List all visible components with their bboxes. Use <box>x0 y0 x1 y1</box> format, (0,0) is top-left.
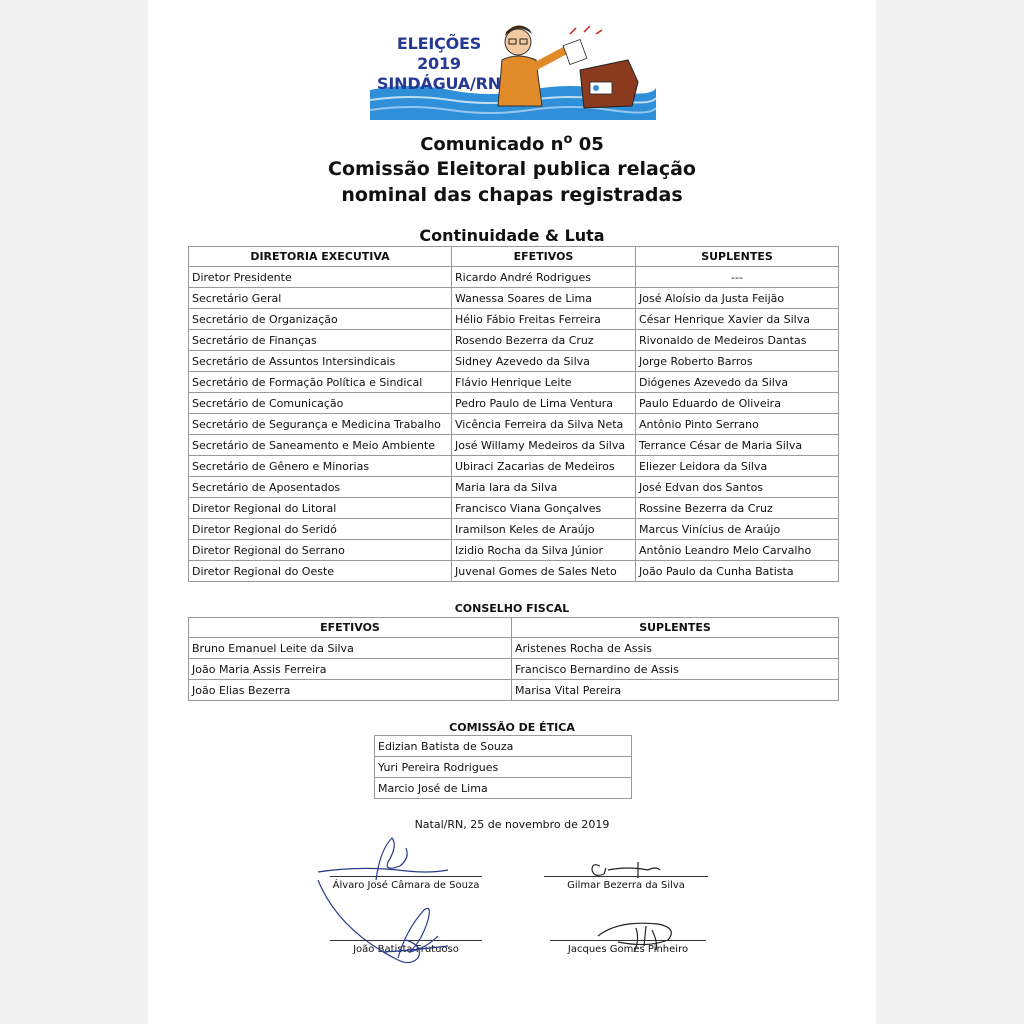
etica-title: COMISSÃO DE ÉTICA <box>449 721 575 734</box>
table-row <box>189 393 839 414</box>
table-cell: Secretário de Segurança e Medicina Trabalho <box>189 414 452 435</box>
table-row <box>189 638 839 659</box>
table-cell: Eliezer Leidora da Silva <box>636 456 839 477</box>
table-cell: Ubiraci Zacarias de Medeiros <box>452 456 636 477</box>
banner-title <box>376 34 502 94</box>
communique-prefix: Comunicado n <box>420 134 564 155</box>
table-cell: Secretário de Gênero e Minorias <box>189 456 452 477</box>
table-cell: Antônio Pinto Serrano <box>636 414 839 435</box>
signature-line <box>330 876 482 877</box>
communique-heading <box>148 128 876 157</box>
table-row <box>189 309 839 330</box>
table-header-row <box>189 247 839 267</box>
table-cell: Flávio Henrique Leite <box>452 372 636 393</box>
table-cell: Vicência Ferreira da Silva Neta <box>452 414 636 435</box>
table-row <box>189 519 839 540</box>
table-cell: Diretor Regional do Serrano <box>189 540 452 561</box>
table-cell: Marisa Vital Pereira <box>512 680 839 701</box>
column-header: DIRETORIA EXECUTIVA <box>189 247 452 267</box>
table-cell: Jorge Roberto Barros <box>636 351 839 372</box>
table-cell: Iramilson Keles de Araújo <box>452 519 636 540</box>
banner-title-line2: SINDÁGUA/RN <box>377 74 501 93</box>
slate-name: Continuidade & Luta <box>419 226 605 245</box>
table-cell: --- <box>636 267 839 288</box>
table-cell: Antônio Leandro Melo Carvalho <box>636 540 839 561</box>
table-cell: Bruno Emanuel Leite da Silva <box>189 638 512 659</box>
table-cell: Diretor Regional do Oeste <box>189 561 452 582</box>
conselho-table <box>188 617 839 701</box>
table-cell: João Paulo da Cunha Batista <box>636 561 839 582</box>
table-cell: Francisco Viana Gonçalves <box>452 498 636 519</box>
signature-line <box>330 940 482 941</box>
table-cell: Izidio Rocha da Silva Júnior <box>452 540 636 561</box>
table-cell: Marcus Vinícius de Araújo <box>636 519 839 540</box>
table-cell: José Aloísio da Justa Feijão <box>636 288 839 309</box>
table-cell: Secretário de Formação Política e Sindical <box>189 372 452 393</box>
column-header: SUPLENTES <box>636 247 839 267</box>
table-cell: César Henrique Xavier da Silva <box>636 309 839 330</box>
table-row <box>189 372 839 393</box>
table-cell: Pedro Paulo de Lima Ventura <box>452 393 636 414</box>
table-cell: Secretário Geral <box>189 288 452 309</box>
table-row <box>189 267 839 288</box>
table-row <box>189 680 839 701</box>
table-cell: Rosendo Bezerra da Cruz <box>452 330 636 351</box>
table-row <box>189 330 839 351</box>
table-row <box>189 477 839 498</box>
table-cell: Rivonaldo de Medeiros Dantas <box>636 330 839 351</box>
election-banner <box>370 20 656 120</box>
document-page <box>148 0 876 1024</box>
table-cell: João Maria Assis Ferreira <box>189 659 512 680</box>
etica-table <box>374 735 632 799</box>
table-header-row <box>189 618 839 638</box>
table-cell: José Willamy Medeiros da Silva <box>452 435 636 456</box>
table-row <box>189 351 839 372</box>
banner-title-line1: ELEIÇÕES 2019 <box>396 34 482 73</box>
table-cell: Ricardo André Rodrigues <box>452 267 636 288</box>
table-cell: Diógenes Azevedo da Silva <box>636 372 839 393</box>
table-row <box>375 757 632 778</box>
table-cell: Secretário de Saneamento e Meio Ambiente <box>189 435 452 456</box>
table-cell: Edizian Batista de Souza <box>375 736 632 757</box>
table-cell: Secretário de Aposentados <box>189 477 452 498</box>
table-cell: Francisco Bernardino de Assis <box>512 659 839 680</box>
table-cell: Secretário de Organização <box>189 309 452 330</box>
signature-line <box>550 940 706 941</box>
table-cell: Secretário de Comunicação <box>189 393 452 414</box>
table-cell: Diretor Presidente <box>189 267 452 288</box>
communique-ordinal: o <box>563 132 573 147</box>
date-line: Natal/RN, 25 de novembro de 2019 <box>414 818 610 831</box>
table-cell: Sidney Azevedo da Silva <box>452 351 636 372</box>
table-cell: Yuri Pereira Rodrigues <box>375 757 632 778</box>
table-row <box>189 540 839 561</box>
table-row <box>189 498 839 519</box>
table-cell: Wanessa Soares de Lima <box>452 288 636 309</box>
table-cell: Juvenal Gomes de Sales Neto <box>452 561 636 582</box>
signature-name: Gilmar Bezerra da Silva <box>567 880 685 891</box>
signature-name: Jacques Gomes Pinheiro <box>567 944 689 955</box>
conselho-title: CONSELHO FISCAL <box>454 602 570 615</box>
column-header: SUPLENTES <box>512 618 839 638</box>
table-cell: Diretor Regional do Litoral <box>189 498 452 519</box>
page-title-line2: nominal das chapas registradas <box>341 184 683 206</box>
signature-name: João Batista Frutuoso <box>353 944 459 955</box>
table-row <box>189 659 839 680</box>
table-cell: Marcio José de Lima <box>375 778 632 799</box>
table-cell: Maria Iara da Silva <box>452 477 636 498</box>
table-row <box>375 736 632 757</box>
table-cell: Aristenes Rocha de Assis <box>512 638 839 659</box>
table-row <box>189 561 839 582</box>
diretoria-table <box>188 246 839 582</box>
table-row <box>189 288 839 309</box>
column-header: EFETIVOS <box>189 618 512 638</box>
column-header: EFETIVOS <box>452 247 636 267</box>
table-cell: Secretário de Finanças <box>189 330 452 351</box>
table-cell: Hélio Fábio Freitas Ferreira <box>452 309 636 330</box>
table-row <box>189 456 839 477</box>
table-row <box>189 435 839 456</box>
signature-name: Álvaro José Câmara de Souza <box>332 880 480 891</box>
table-cell: Diretor Regional do Seridó <box>189 519 452 540</box>
signature-line <box>544 876 708 877</box>
table-row <box>189 414 839 435</box>
table-cell: Secretário de Assuntos Intersindicais <box>189 351 452 372</box>
table-cell: João Elias Bezerra <box>189 680 512 701</box>
table-cell: Paulo Eduardo de Oliveira <box>636 393 839 414</box>
page-title-line1: Comissão Eleitoral publica relação <box>328 158 696 180</box>
table-row <box>375 778 632 799</box>
table-cell: José Edvan dos Santos <box>636 477 839 498</box>
table-cell: Rossine Bezerra da Cruz <box>636 498 839 519</box>
communique-number: 05 <box>572 134 604 155</box>
table-cell: Terrance César de Maria Silva <box>636 435 839 456</box>
